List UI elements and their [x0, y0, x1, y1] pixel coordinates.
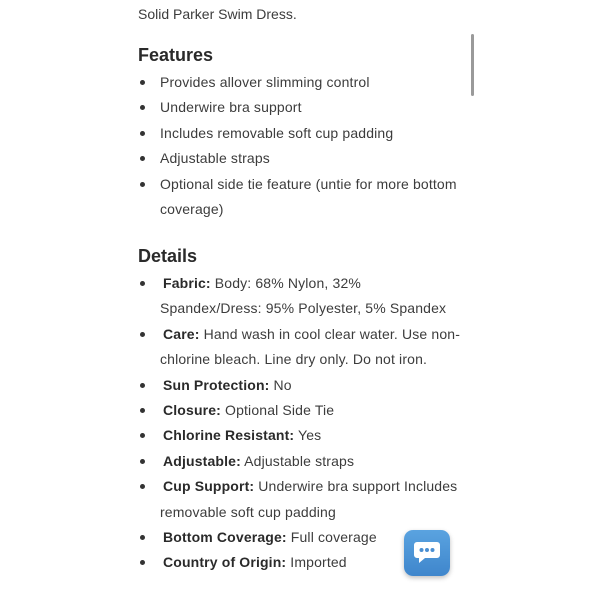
features-heading: Features [138, 45, 214, 65]
list-item [138, 95, 460, 120]
chat-button[interactable] [404, 530, 450, 576]
list-item [138, 474, 460, 525]
detail-value: Optional Side Tie [225, 402, 335, 419]
chat-bubble-icon [413, 540, 441, 566]
feature-text: Optional side tie feature (untie for more bottom coverage) [160, 175, 457, 218]
bullet-icon [140, 459, 145, 464]
list-item [138, 398, 460, 423]
feature-text: Adjustable straps [160, 150, 270, 167]
detail-label: Fabric: [163, 275, 211, 291]
bullet-icon [140, 281, 145, 286]
bullet-icon [140, 131, 145, 136]
detail-value: Hand wash in cool clear water. Use non-chlorine bleach. Line dry only. Do not iron. [160, 325, 461, 368]
list-item [138, 121, 460, 146]
list-item [138, 70, 460, 95]
bullet-icon [140, 182, 145, 187]
bullet-icon [140, 560, 145, 565]
bullet-icon [140, 383, 145, 388]
details-heading: Details [138, 246, 198, 266]
bullet-icon [140, 105, 145, 110]
bullet-icon [140, 433, 145, 438]
bullet-icon [140, 80, 145, 85]
list-item [138, 423, 460, 448]
bullet-icon [140, 535, 145, 540]
detail-value: Adjustable straps [244, 452, 355, 469]
detail-label: Adjustable: [163, 452, 241, 469]
feature-text: Provides allover slimming control [160, 74, 370, 90]
detail-label: Sun Protection: [163, 376, 270, 393]
detail-label: Country of Origin: [163, 554, 287, 571]
detail-value: Imported [290, 554, 347, 571]
scrollbar[interactable] [471, 34, 474, 96]
list-item [138, 146, 460, 171]
detail-value: Full coverage [290, 529, 377, 546]
feature-text: Includes removable soft cup padding [160, 124, 394, 141]
list-item [138, 373, 460, 398]
bullet-icon [140, 156, 145, 161]
detail-label: Chlorine Resistant: [163, 427, 295, 444]
list-item [138, 172, 460, 223]
bullet-icon [140, 332, 145, 337]
list-item [138, 322, 460, 373]
detail-label: Care: [163, 325, 200, 342]
detail-value: Yes [298, 427, 322, 444]
detail-value: Body: 68% Nylon, 32% Spandex/Dress: 95% Polyester, 5% Spandex [160, 275, 447, 317]
list-item [138, 449, 460, 474]
features-list [138, 70, 460, 222]
detail-label: Bottom Coverage: [163, 529, 287, 546]
list-item [138, 271, 460, 322]
detail-label: Cup Support: [163, 478, 255, 495]
detail-value: No [273, 376, 292, 393]
detail-value: Underwire bra support Includes removable soft cup padding [160, 478, 458, 520]
intro-text: Solid Parker Swim Dress. [138, 6, 297, 22]
feature-text: Underwire bra support [160, 99, 302, 116]
bullet-icon [140, 408, 145, 413]
bullet-icon [140, 484, 145, 489]
detail-label: Closure: [163, 402, 221, 419]
